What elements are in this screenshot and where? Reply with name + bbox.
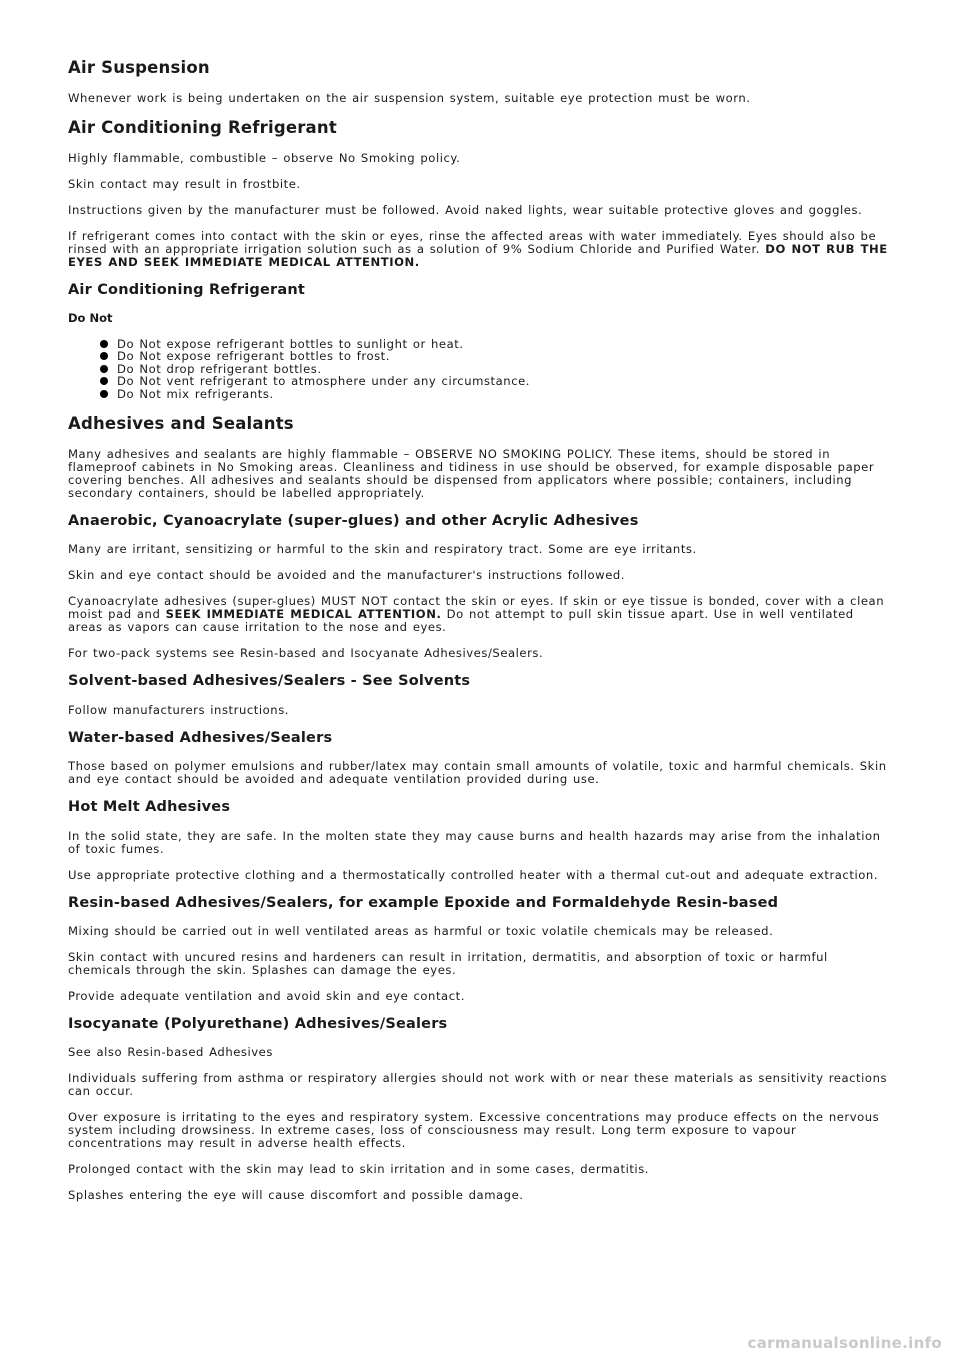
paragraph-text: If refrigerant comes into contact with the skin or eyes, rinse the affected areas with water immediately. Eyes should also be rinsed with an appropriate irrigation solution such as a solution of 9% Sodium Chloride and Purified Water.: [68, 228, 877, 256]
heading-solvent: Solvent-based Adhesives/Sealers - See Solvents: [68, 673, 471, 690]
bullet-icon: [100, 340, 108, 348]
paragraph: Those based on polymer emulsions and rubber/latex may contain small amounts of volatile, toxic and harmful chemicals. Skin and eye contact should be avoided and adequate ventilation provided during use.: [68, 759, 887, 787]
paragraph: For two-pack systems see Resin-based and Isocyanate Adhesives/Sealers.: [68, 646, 544, 661]
heading-adhesives: Adhesives and Sealants: [68, 414, 294, 434]
paragraph: Prolonged contact with the skin may lead to skin irritation and in some cases, dermatitis.: [68, 1162, 650, 1177]
list-item: [68, 388, 892, 401]
bullet-icon: [100, 352, 108, 360]
do-not-list: [68, 338, 892, 401]
paragraph: Whenever work is being undertaken on the air suspension system, suitable eye protection must be worn.: [68, 90, 751, 105]
watermark-logo: carmanualsonline.info: [747, 1334, 942, 1352]
paragraph: [68, 230, 892, 269]
bullet-icon: [100, 365, 108, 373]
heading-anaerobic: Anaerobic, Cyanoacrylate (super-glues) and other Acrylic Adhesives: [68, 513, 639, 530]
bullet-icon: [100, 377, 108, 385]
paragraph: Use appropriate protective clothing and a thermostatically controlled heater with a thermal cut-out and adequate extraction.: [68, 867, 878, 882]
list-item-text: Do Not expose refrigerant bottles to sunlight or heat.: [117, 336, 464, 351]
list-item-text: Do Not drop refrigerant bottles.: [117, 361, 322, 376]
document-page: [68, 58, 892, 1215]
paragraph-text: Do not attempt to pull skin tissue apart. Use in well ventilated areas as vapors can cause irritation to the nose and eyes.: [68, 607, 854, 635]
bullet-icon: [100, 390, 108, 398]
paragraph-text: Cyanoacrylate adhesives (super-glues) MUST NOT contact the skin or eyes. If skin or eye tissue is bonded, cover with a clean moist pad and: [68, 594, 885, 622]
paragraph: Many adhesives and sealants are highly flammable – OBSERVE NO SMOKING POLICY. These items, should be stored in flameproof cabinets in No Smoking areas. Cleanliness and tidiness in use should be observed, for example disposable paper covering benches. All adhesives and sealants should be dispensed from applicators where possible; containers, including secondary containers, should be labelled appropriately.: [68, 447, 875, 501]
paragraph: In the solid state, they are safe. In the molten state they may cause burns and health hazards may arise from the inhalation of toxic fumes.: [68, 828, 881, 856]
list-item-text: Do Not vent refrigerant to atmosphere under any circumstance.: [117, 374, 531, 389]
paragraph: Follow manufacturers instructions.: [68, 702, 290, 717]
heading-ac-refrigerant: Air Conditioning Refrigerant: [68, 117, 337, 137]
paragraph: See also Resin-based Adhesives: [68, 1045, 273, 1060]
subheading-do-not: Do Not: [68, 310, 113, 325]
paragraph: Mixing should be carried out in well ventilated areas as harmful or toxic volatile chemicals may be released.: [68, 924, 774, 939]
paragraph: Splashes entering the eye will cause discomfort and possible damage.: [68, 1188, 524, 1203]
paragraph: Over exposure is irritating to the eyes and respiratory system. Excessive concentrations may produce effects on the nervous system including drowsiness. In extreme cases, loss of consciousness may result. Long term exposure to vapour concentrations may result in adverse health effects.: [68, 1110, 880, 1151]
paragraph: Instructions given by the manufacturer must be followed. Avoid naked lights, wear suitable protective gloves and goggles.: [68, 202, 863, 217]
heading-hot-melt: Hot Melt Adhesives: [68, 799, 231, 816]
heading-isocyanate: Isocyanate (Polyurethane) Adhesives/Sealers: [68, 1016, 448, 1033]
list-item-text: Do Not mix refrigerants.: [117, 386, 274, 401]
heading-resin: Resin-based Adhesives/Sealers, for example Epoxide and Formaldehyde Resin-based: [68, 894, 779, 911]
warning-text: SEEK IMMEDIATE MEDICAL ATTENTION.: [165, 607, 442, 622]
paragraph: Provide adequate ventilation and avoid skin and eye contact.: [68, 989, 465, 1004]
paragraph: Skin and eye contact should be avoided and the manufacturer's instructions followed.: [68, 568, 626, 583]
paragraph: Skin contact with uncured resins and hardeners can result in irritation, dermatitis, and absorption of toxic or harmful chemicals through the skin. Splashes can damage the eyes.: [68, 950, 828, 978]
paragraph: Skin contact may result in frostbite.: [68, 176, 301, 191]
list-item-text: Do Not expose refrigerant bottles to frost.: [117, 349, 391, 364]
paragraph: [68, 595, 892, 634]
paragraph: Individuals suffering from asthma or respiratory allergies should not work with or near these materials as sensitivity reactions can occur.: [68, 1071, 888, 1099]
paragraph: Highly flammable, combustible – observe No Smoking policy.: [68, 150, 461, 165]
warning-text: DO NOT RUB THE EYES AND SEEK IMMEDIATE MEDICAL ATTENTION.: [68, 241, 888, 269]
heading-air-suspension: Air Suspension: [68, 58, 210, 77]
heading-ac-refrigerant-2: Air Conditioning Refrigerant: [68, 281, 306, 298]
paragraph: Many are irritant, sensitizing or harmful to the skin and respiratory tract. Some are eye irritants.: [68, 542, 697, 557]
heading-water: Water-based Adhesives/Sealers: [68, 729, 333, 746]
